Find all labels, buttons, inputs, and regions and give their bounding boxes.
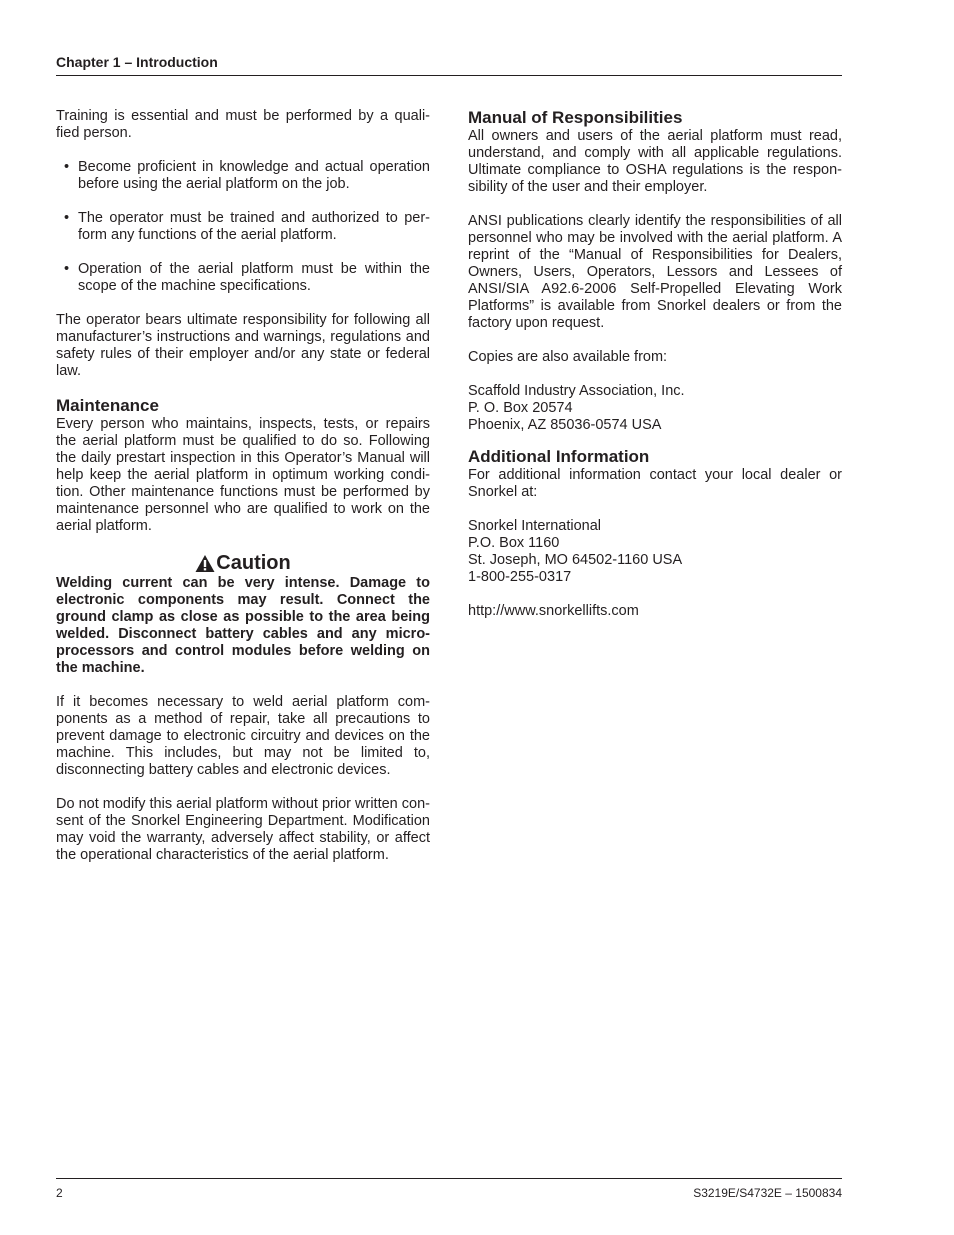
- training-bullet-list: [56, 159, 430, 295]
- bullet-icon: •: [64, 159, 70, 175]
- left-column: [56, 108, 430, 864]
- list-item: • The operator must be trained and authorized to per-form any functions of the aerial platform.: [64, 210, 430, 243]
- saia-address: [468, 383, 842, 434]
- document-id: S3219E/S4732E – 1500834: [693, 1186, 842, 1200]
- training-paragraph: Training is essential and must be performed by a quali-fied person.: [56, 108, 430, 141]
- address-line: Scaffold Industry Association, Inc.: [468, 383, 685, 399]
- address-line: P.O. Box 1160: [468, 535, 560, 551]
- warning-triangle-icon: [195, 554, 215, 573]
- welding-paragraph: If it becomes necessary to weld aerial platform com-ponents as a method of repair, take all precautions to prevent damage to electronic circuitry and devices on the machine. This includes, but may not be limited to, disconnecting battery cables and electronic devices.: [56, 694, 430, 778]
- additional-info-paragraph: For additional information contact your local dealer or Snorkel at:: [468, 467, 842, 500]
- responsibility-paragraph: The operator bears ultimate responsibility for following all manufacturer’s instructions and warnings, regulations and safety rules of their employer and/or any state or federal law.: [56, 312, 430, 379]
- list-item: • Operation of the aerial platform must be within the scope of the machine specifications.: [64, 261, 430, 294]
- address-line: St. Joseph, MO 64502-1160 USA: [468, 552, 683, 568]
- page-number: 2: [56, 1186, 63, 1200]
- maintenance-heading: Maintenance: [56, 396, 159, 415]
- additional-information-heading: Additional Information: [468, 447, 650, 466]
- snorkel-address: [468, 518, 842, 586]
- footer-rule: [56, 1178, 842, 1179]
- address-line: Snorkel International: [468, 518, 601, 534]
- caution-label: Caution: [216, 552, 291, 574]
- right-column: [468, 108, 842, 620]
- caution-paragraph: Welding current can be very intense. Damage to electronic components may result. Connect the ground clamp as close as possible to the area being welded. Disconnect battery cables and any micro-processors and control modules before welding on the machine.: [56, 575, 430, 676]
- phone-number: 1-800-255-0317: [468, 569, 572, 585]
- chapter-header: Chapter 1 – Introduction: [56, 54, 218, 70]
- manual-of-responsibilities-heading: Manual of Responsibilities: [468, 108, 683, 127]
- ansi-paragraph: ANSI publications clearly identify the responsibilities of all personnel who may be involved with the aerial platform. A reprint of the “Manual of Responsibilities for Dealers, Owners, Users, Operators, Lessors and Lessees of ANSI/SIA A92.6-2006 Self-Propelled Elevating Work Platforms” is available from Snorkel dealers or from the factory upon request.: [468, 213, 842, 331]
- website-url: http://www.snorkellifts.com: [468, 603, 639, 619]
- caution-heading: [56, 551, 430, 575]
- copies-paragraph: Copies are also available from:: [468, 349, 668, 365]
- bullet-icon: •: [64, 210, 70, 226]
- bullet-icon: •: [64, 261, 70, 277]
- header-rule: [56, 75, 842, 76]
- maintenance-paragraph: Every person who maintains, inspects, tests, or repairs the aerial platform must be qualified to do so. Following the daily prestart inspection in this Operator’s Manual will help keep the aerial platform in optimum working condi-tion. Other maintenance functions must be performed by maintenance personnel who are qualified to work on the aerial platform.: [56, 416, 430, 534]
- address-line: Phoenix, AZ 85036-0574 USA: [468, 417, 662, 433]
- address-line: P. O. Box 20574: [468, 400, 573, 416]
- list-item: • Become proficient in knowledge and actual operation before using the aerial platform on the job.: [64, 159, 430, 192]
- modification-paragraph: Do not modify this aerial platform without prior written con-sent of the Snorkel Engineering Department. Modification may void the warranty, adversely affect stability, or affect the operational characteristics of the aerial platform.: [56, 796, 430, 863]
- mor-paragraph: All owners and users of the aerial platform must read, understand, and comply with all applicable regulations. Ultimate compliance to OSHA regulations is the respon-sibility of the user and their employer.: [468, 128, 842, 195]
